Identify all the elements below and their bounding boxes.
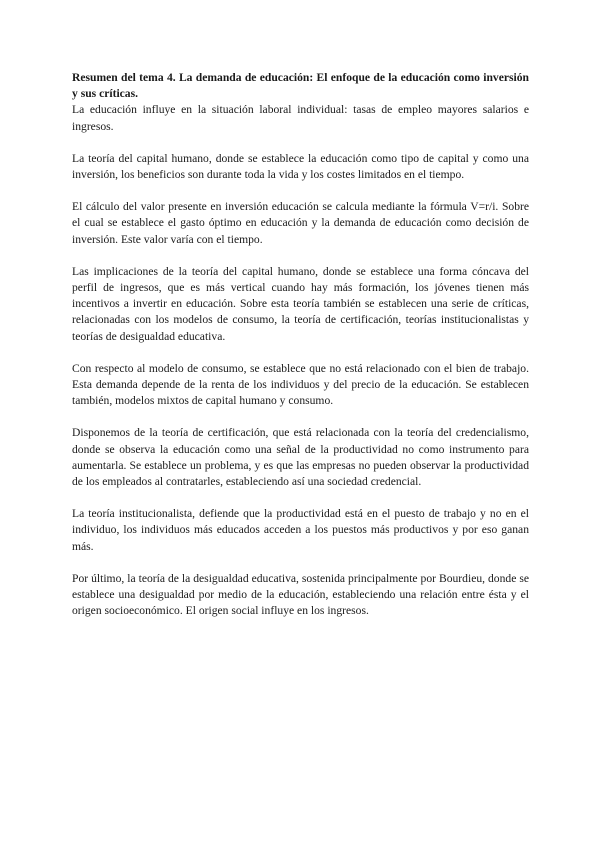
paragraph-institutionalist: La teoría institucionalista, defiende que la productividad está en el puesto de trabajo y no en el individuo, los individuos más educados acceden a los puestos más productivos y por eso ganan más. xyxy=(72,507,529,553)
document-page xyxy=(72,70,529,635)
paragraph-consumption-model: Con respecto al modelo de consumo, se establece que no está relacionado con el bien de trabajo. Esta demanda depende de la renta de los individuos y del precio de la educación. Se establecen también, modelos mixtos de capital humano y consumo. xyxy=(72,361,529,408)
paragraph-certification: Disponemos de la teoría de certificación, que está relacionada con la teoría del credencialismo, donde se observa la educación como una señal de la productividad no como instrumento para aumentarla. Se establece un problema, y es que las empresas no pueden observar la productividad de los empleados al contratarles, estableciendo así una sociedad credencial. xyxy=(72,426,529,489)
paragraph-inequality: Por último, la teoría de la desigualdad educativa, sostenida principalmente por Bourdieu, donde se establece una desigualdad por medio de la educación, estableciendo una relación entre ésta y el origen socioeconómico. El origen social influye en los ingresos. xyxy=(72,571,529,618)
document-title: Resumen del tema 4. La demanda de educación: El enfoque de la educación como inversión y sus críticas. xyxy=(72,71,529,101)
paragraph-human-capital: La teoría del capital humano, donde se establece la educación como tipo de capital y como una inversión, los beneficios son durante toda la vida y los costes limitados en el tiempo. xyxy=(72,151,529,182)
paragraph-present-value: El cálculo del valor presente en inversión educación se calcula mediante la fórmula V=r/i. Sobre el cual se establece el gasto óptimo en educación y la demanda de educación como decisión de inversión. Este valor varía con el tiempo. xyxy=(72,200,529,246)
paragraph-implications: Las implicaciones de la teoría del capital humano, donde se establece una forma cóncava del perfil de ingresos, que es más vertical cuando hay más formación, los jóvenes tienen más incentivos a invertir en educación. Sobre esta teoría también se establecen una serie de críticas, relacionadas con los modelos de consumo, la teoría de certificación, teorías institucionalistas y teorías de desigualdad educativa. xyxy=(72,264,529,343)
paragraph-education-impact: La educación influye en la situación laboral individual: tasas de empleo mayores salarios e ingresos. xyxy=(72,103,529,133)
